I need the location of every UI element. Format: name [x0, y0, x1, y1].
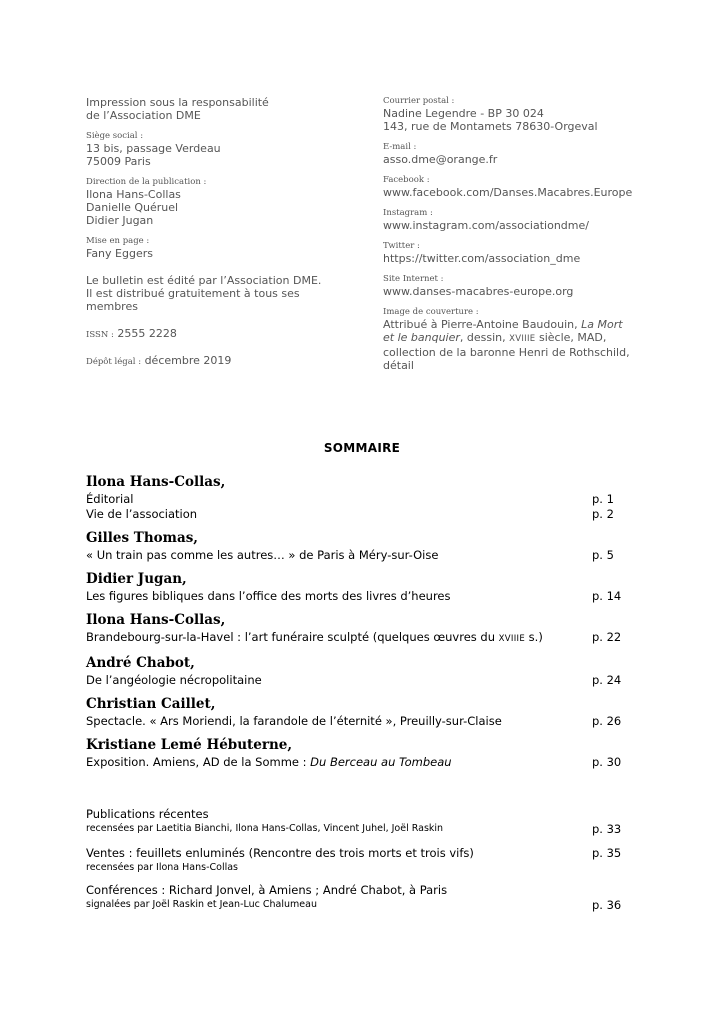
entry-page: p. 1 [592, 492, 614, 506]
entry-author: Gilles Thomas, [86, 530, 199, 546]
entry-author: André Chabot, [86, 655, 195, 671]
entry-row[interactable] [86, 548, 626, 563]
twitter-link[interactable]: https://twitter.com/association_dme [383, 252, 581, 265]
publication-sub: signalées par Joël Raskin et Jean-Luc Chalumeau [86, 899, 317, 910]
director-name: Danielle Quéruel [86, 201, 179, 214]
instagram-label: Instagram : [383, 208, 433, 218]
publication-page: p. 33 [592, 822, 622, 836]
publication-head: Conférences : Richard Jonvel, à Amiens ; André Chabot, à Paris [86, 883, 448, 897]
toc-title: SOMMAIRE [323, 441, 401, 455]
email-block [383, 142, 643, 166]
twitter-block [383, 241, 643, 265]
entry-row[interactable] [86, 507, 626, 522]
entry-row[interactable] [86, 673, 626, 688]
entry-page: p. 14 [592, 589, 622, 603]
facebook-label: Facebook : [383, 175, 430, 185]
publication-sub: recensées par Ilona Hans-Collas [86, 862, 238, 873]
website-block [383, 274, 643, 298]
publication-row [86, 846, 626, 861]
entry-page: p. 5 [592, 548, 614, 562]
printing-line: de l’Association DME [86, 109, 201, 122]
publication-row [86, 898, 626, 913]
office-line: 75009 Paris [86, 155, 151, 168]
depot-block [86, 354, 336, 369]
email-link[interactable]: asso.dme@orange.fr [383, 153, 498, 166]
entry-page: p. 22 [592, 630, 622, 644]
entry-author: Didier Jugan, [86, 571, 187, 587]
publication-item[interactable] [86, 807, 626, 837]
entry-title: Éditorial [86, 492, 134, 506]
office-label: Siège social : [86, 131, 144, 141]
cover-block [383, 307, 643, 372]
depot-value: décembre 2019 [144, 354, 232, 367]
cover-title: La Mort et le banquier [383, 318, 623, 344]
postal-line: Nadine Legendre - BP 30 024 [383, 107, 544, 120]
entry-page: p. 24 [592, 673, 622, 687]
instagram-link[interactable]: www.instagram.com/associationdme/ [383, 219, 589, 232]
printing-info [86, 96, 336, 122]
publication-head: Ventes : feuillets enluminés (Rencontre des trois morts et trois vifs) [86, 846, 474, 860]
toc-entry [86, 695, 626, 729]
entry-page: p. 2 [592, 507, 614, 521]
toc-entry [86, 529, 626, 563]
publication-item[interactable] [86, 883, 626, 913]
director-name: Ilona Hans-Collas [86, 188, 181, 201]
cover-century: XVIIIE [509, 334, 536, 344]
entry-title-start: Exposition. Amiens, AD de la Somme : [86, 755, 311, 769]
entry-title: De l’angéologie nécropolitaine [86, 673, 262, 687]
entry-title: Spectacle. « Ars Moriendi, la farandole de l’éternité », Preuilly-sur-Claise [86, 714, 502, 728]
publication-item[interactable] [86, 846, 626, 874]
office-line: 13 bis, passage Verdeau [86, 142, 221, 155]
issn-block [86, 327, 336, 342]
entry-author: Christian Caillet, [86, 696, 216, 712]
entry-author: Ilona Hans-Collas, [86, 474, 226, 490]
website-label: Site Internet : [383, 274, 444, 284]
toc-entry [86, 654, 626, 688]
entry-century: XVIIIE [498, 634, 526, 644]
entry-row[interactable] [86, 755, 626, 770]
email-label: E-mail : [383, 142, 417, 152]
entry-title-end: s.) [525, 630, 543, 644]
publication-sub: recensées par Laetitia Bianchi, Ilona Hans-Collas, Vincent Juhel, Joël Raskin [86, 823, 444, 834]
layout-label: Mise en page : [86, 236, 150, 246]
entry-page: p. 30 [592, 755, 622, 769]
bulletin-text: Le bulletin est édité par l’Association DME. Il est distribué gratuitement à tous ses membres [86, 274, 322, 313]
entry-title: « Un train pas comme les autres… » de Paris à Méry-sur-Oise [86, 548, 439, 562]
depot-label: Dépôt légal : [86, 357, 142, 367]
cover-label: Image de couverture : [383, 307, 479, 317]
toc-entry [86, 473, 626, 522]
colophon-right [383, 96, 643, 381]
toc-entry [86, 611, 626, 647]
cover-suffix: siècle, MAD, collection de la baronne Henri de Rothschild, détail [383, 331, 630, 372]
entry-title [86, 630, 543, 647]
layout-block [86, 236, 336, 260]
facebook-link[interactable]: www.facebook.com/Danses.Macabres.Europe [383, 186, 633, 199]
direction-label: Direction de la publication : [86, 177, 207, 187]
issn-label: ISSN : [86, 330, 114, 340]
colophon-left [86, 96, 336, 378]
toc-entry [86, 736, 626, 770]
director-name: Didier Jugan [86, 214, 154, 227]
layout-name: Fany Eggers [86, 247, 153, 260]
website-link[interactable]: www.danses-macabres-europe.org [383, 285, 574, 298]
entry-row[interactable] [86, 714, 626, 729]
entry-title [86, 755, 452, 770]
entry-author: Kristiane Lemé Hébuterne, [86, 737, 293, 753]
entry-title-start: Brandebourg-sur-la-Havel : l’art funéraire sculpté (quelques œuvres du [86, 630, 499, 644]
direction-block [86, 177, 336, 227]
entry-title: Les figures bibliques dans l’office des morts des livres d’heures [86, 589, 451, 603]
publication-head: Publications récentes [86, 807, 209, 821]
office-block [86, 131, 336, 168]
entry-author: Ilona Hans-Collas, [86, 612, 226, 628]
postal-block [383, 96, 643, 133]
toc-entry [86, 570, 626, 604]
twitter-label: Twitter : [383, 241, 420, 251]
facebook-block [383, 175, 643, 199]
cover-caption [383, 318, 633, 372]
publication-page: p. 35 [592, 846, 622, 860]
entry-page: p. 26 [592, 714, 622, 728]
toc-publications [86, 807, 626, 922]
cover-prefix: Attribué à Pierre-Antoine Baudouin, [383, 318, 578, 331]
entry-title-italic: Du Berceau au Tombeau [310, 755, 452, 769]
publication-row [86, 822, 626, 837]
bulletin-block [86, 274, 336, 313]
postal-label: Courrier postal : [383, 96, 455, 106]
entry-row[interactable] [86, 589, 626, 604]
entry-row[interactable] [86, 630, 626, 647]
entry-row[interactable] [86, 492, 626, 507]
publication-page: p. 36 [592, 898, 622, 912]
entry-title: Vie de l’association [86, 507, 198, 521]
toc-entries [86, 473, 626, 777]
instagram-block [383, 208, 643, 232]
postal-line: 143, rue de Montamets 78630-Orgeval [383, 120, 598, 133]
printing-line: Impression sous la responsabilité [86, 96, 269, 109]
cover-sep: , dessin, [459, 331, 506, 344]
issn-value: 2555 2228 [117, 327, 177, 340]
